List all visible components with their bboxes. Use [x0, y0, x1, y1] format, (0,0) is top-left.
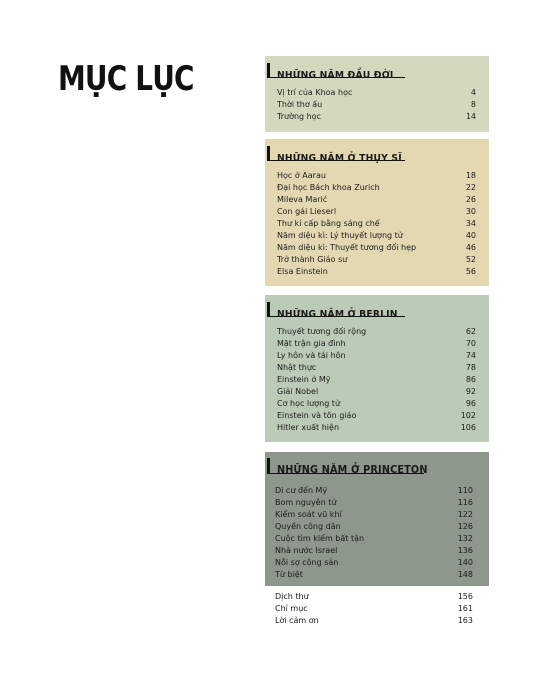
toc-entry[interactable]: [265, 170, 489, 182]
entry-page: 46: [465, 243, 476, 252]
entry-label: Di cư đến Mỹ: [275, 486, 328, 495]
entry-page: 161: [457, 604, 473, 613]
entry-label: Ly hôn và tái hôn: [277, 351, 346, 360]
entry-page: 74: [465, 351, 476, 360]
toc-entry[interactable]: [265, 410, 489, 422]
entry-label: Mặt trận gia đình: [277, 339, 346, 348]
entry-label: Từ biệt: [275, 570, 303, 579]
toc-entry[interactable]: [265, 182, 489, 194]
entry-label: Chỉ mục: [275, 604, 308, 613]
section-early-years: [265, 56, 489, 132]
entry-label: Lời cảm ơn: [275, 616, 319, 625]
entry-page: 40: [465, 231, 476, 240]
entry-label: Cuộc tìm kiếm bất tận: [275, 534, 365, 543]
toc-entry[interactable]: [265, 266, 489, 278]
toc-entry[interactable]: [265, 422, 489, 434]
entry-label: Dịch thư: [275, 592, 309, 601]
entry-page: 86: [465, 375, 476, 384]
section-princeton-years: [265, 452, 489, 586]
entry-page: 78: [465, 363, 476, 372]
entry-page: 148: [457, 570, 473, 579]
entry-label: Năm diệu kì: Thuyết tương đối hẹp: [277, 243, 417, 252]
entry-label: Nhà nước Israel: [275, 546, 338, 555]
entry-page: 140: [457, 558, 473, 567]
toc-entry[interactable]: [265, 398, 489, 410]
entry-page: 122: [457, 510, 473, 519]
entry-page: 106: [460, 423, 476, 432]
toc-entry[interactable]: [265, 254, 489, 266]
toc-entry[interactable]: [265, 591, 489, 603]
section-title: NHỮNG NĂM ĐẦU ĐỜI: [277, 70, 394, 81]
entry-page: 56: [465, 267, 476, 276]
toc-entries: [265, 326, 489, 434]
toc-entry[interactable]: [265, 557, 489, 569]
entry-label: Kiểm soát vũ khí: [275, 510, 342, 519]
section-title: NHỮNG NĂM Ở THỤY SĨ: [277, 153, 402, 164]
toc-entry[interactable]: [265, 338, 489, 350]
toc-entries: [265, 485, 489, 581]
entry-page: 52: [465, 255, 476, 264]
entry-label: Trở thành Giáo sư: [277, 255, 348, 264]
toc-entry[interactable]: [265, 485, 489, 497]
toc-entry[interactable]: [265, 111, 489, 123]
toc-entries: [265, 170, 489, 278]
section-berlin-years: [265, 295, 489, 442]
entry-label: Nỗi sợ cộng sản: [275, 558, 339, 567]
toc-entry[interactable]: [265, 87, 489, 99]
entry-label: Giải Nobel: [277, 387, 319, 396]
toc-entry[interactable]: [265, 603, 489, 615]
entry-page: 62: [465, 327, 476, 336]
toc-entry[interactable]: [265, 242, 489, 254]
section-heading: [267, 146, 405, 164]
entry-label: Trường học: [277, 112, 322, 121]
entry-page: 163: [457, 616, 473, 625]
entry-page: 22: [465, 183, 476, 192]
entry-page: 116: [457, 498, 473, 507]
entry-page: 136: [457, 546, 473, 555]
entry-page: 4: [470, 88, 476, 97]
section-heading: [267, 63, 405, 81]
entry-label: Năm diệu kì: Lý thuyết lượng tử: [277, 231, 403, 240]
section-title: NHỮNG NĂM Ở PRINCETON: [277, 464, 428, 476]
toc-entry[interactable]: [265, 194, 489, 206]
section-title: NHỮNG NĂM Ở BERLIN: [277, 309, 398, 320]
toc-entry[interactable]: [265, 497, 489, 509]
toc-entry[interactable]: [265, 99, 489, 111]
entry-page: 132: [457, 534, 473, 543]
entry-page: 96: [465, 399, 476, 408]
toc-entry[interactable]: [265, 362, 489, 374]
entry-page: 18: [465, 171, 476, 180]
entry-label: Hitler xuất hiện: [277, 423, 340, 432]
toc-entry[interactable]: [265, 533, 489, 545]
entry-label: Elsa Einstein: [277, 267, 328, 276]
entry-page: 26: [465, 195, 476, 204]
entry-page: 126: [457, 522, 473, 531]
toc-entry[interactable]: [265, 545, 489, 557]
page-title: MỤC LỤC: [58, 59, 194, 99]
entry-label: Thư kí cấp bằng sáng chế: [277, 219, 380, 228]
toc-entry[interactable]: [265, 521, 489, 533]
entry-label: Cơ học lượng tử: [277, 399, 341, 408]
entry-page: 110: [457, 486, 473, 495]
toc-entries: [265, 87, 489, 123]
entry-label: Einstein và tôn giáo: [277, 411, 357, 420]
toc-entry[interactable]: [265, 386, 489, 398]
toc-entry[interactable]: [265, 509, 489, 521]
section-heading: [267, 302, 405, 320]
entry-label: Học ở Aarau: [277, 171, 326, 180]
entry-label: Bom nguyên tử: [275, 498, 337, 507]
toc-entry[interactable]: [265, 374, 489, 386]
toc-entry[interactable]: [265, 326, 489, 338]
entry-page: 8: [470, 100, 476, 109]
toc-entry[interactable]: [265, 615, 489, 627]
entry-page: 102: [460, 411, 476, 420]
section-heading: [267, 458, 428, 476]
entry-page: 14: [465, 112, 476, 121]
entry-label: Nhật thực: [277, 363, 317, 372]
toc-entry[interactable]: [265, 218, 489, 230]
toc-entry[interactable]: [265, 230, 489, 242]
entry-page: 92: [465, 387, 476, 396]
toc-entry[interactable]: [265, 206, 489, 218]
entry-label: Einstein ở Mỹ: [277, 375, 331, 384]
entry-label: Con gái Lieserl: [277, 207, 337, 216]
entry-label: Quyền công dân: [275, 522, 341, 531]
back-matter: [265, 591, 489, 627]
entry-page: 30: [465, 207, 476, 216]
toc-entry[interactable]: [265, 350, 489, 362]
entry-label: Vị trí của Khoa học: [277, 88, 353, 97]
entry-label: Thuyết tương đối rộng: [277, 327, 367, 336]
entry-page: 156: [457, 592, 473, 601]
section-switzerland-years: [265, 139, 489, 286]
entry-label: Thời thơ ấu: [277, 100, 323, 109]
entry-label: Đại học Bách khoa Zurich: [277, 183, 380, 192]
entry-label: Mileva Marić: [277, 195, 328, 204]
entry-page: 34: [465, 219, 476, 228]
entry-page: 70: [465, 339, 476, 348]
toc-entry[interactable]: [265, 569, 489, 581]
